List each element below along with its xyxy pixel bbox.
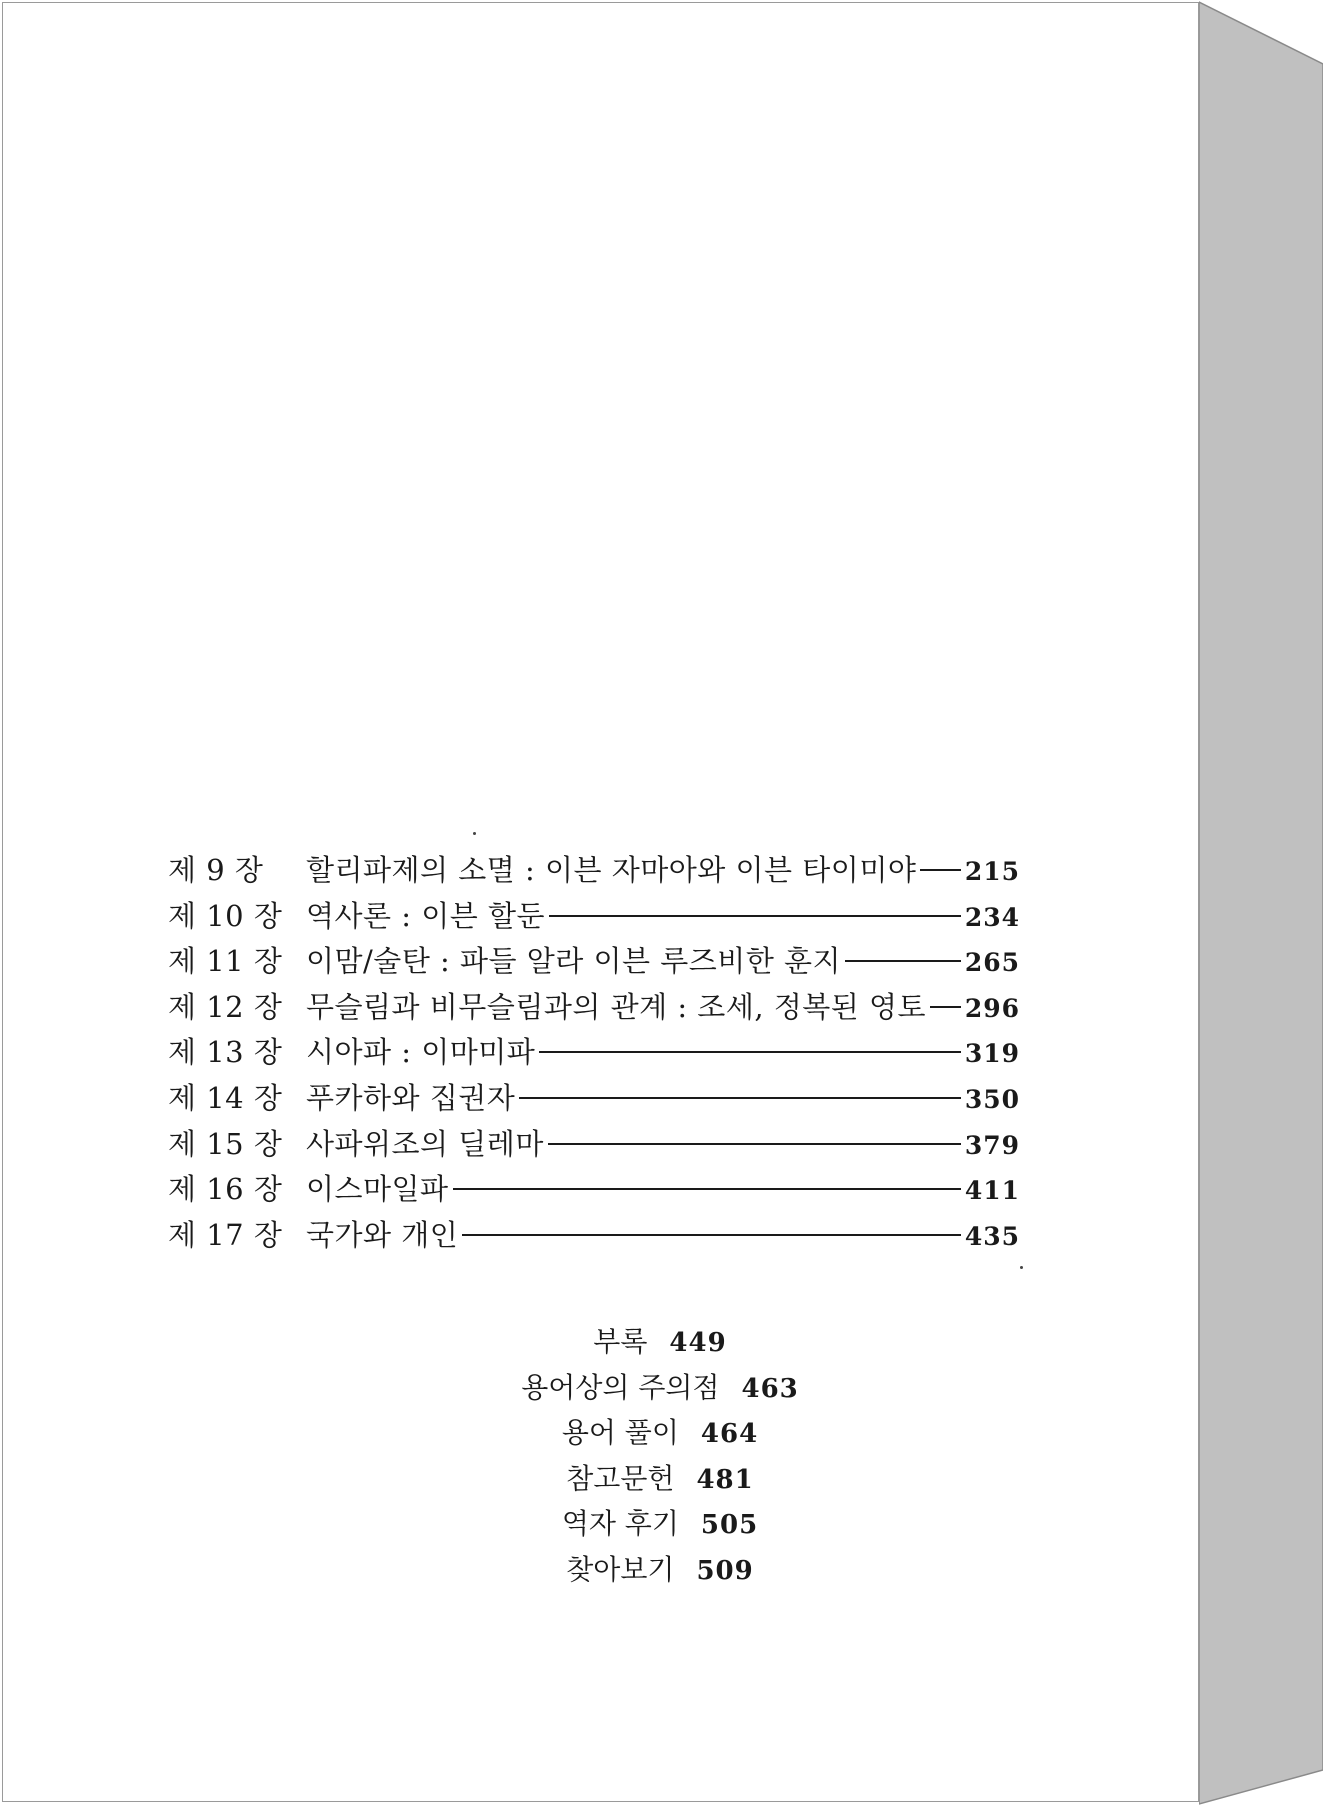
leader-line xyxy=(549,915,961,917)
toc-entry-10[interactable] xyxy=(168,894,1020,940)
page-number: 449 xyxy=(669,1328,727,1358)
back-matter-label: 찾아보기 xyxy=(566,1552,675,1586)
page-number: 215 xyxy=(964,857,1020,886)
toc-entry-12[interactable] xyxy=(168,985,1020,1031)
toc-entry-14[interactable] xyxy=(168,1076,1020,1122)
page-number: 509 xyxy=(696,1555,754,1586)
back-matter-item[interactable] xyxy=(360,1320,960,1366)
chapter-title: 푸카하와 집권자 xyxy=(306,1080,516,1115)
back-matter-label: 역자 후기 xyxy=(561,1507,679,1541)
toc-entry-15[interactable] xyxy=(168,1122,1020,1168)
chapter-number: 제 16 장 xyxy=(168,1172,283,1207)
toc-entry-11[interactable] xyxy=(168,939,1020,985)
back-matter-item[interactable] xyxy=(360,1366,960,1412)
page-number: 265 xyxy=(964,948,1020,978)
toc-entry-16[interactable] xyxy=(168,1167,1020,1213)
toc-entry-17[interactable] xyxy=(168,1213,1020,1259)
page-number: 481 xyxy=(696,1464,754,1495)
chapter-number: 제 12 장 xyxy=(168,989,283,1024)
chapter-number: 제 14 장 xyxy=(168,1080,283,1115)
page-number: 411 xyxy=(964,1176,1020,1206)
leader-line xyxy=(519,1097,960,1099)
leader-line xyxy=(920,869,960,871)
leader-line xyxy=(548,1143,961,1145)
chapter-number: 제 10 장 xyxy=(168,898,283,933)
leader-line xyxy=(453,1188,961,1190)
back-matter-label: 참고문헌 xyxy=(566,1461,675,1495)
page-number: 379 xyxy=(964,1130,1020,1160)
book-spine xyxy=(1199,0,1323,1806)
chapter-number: 제 13 장 xyxy=(168,1035,283,1070)
chapter-number: 제 11 장 xyxy=(168,944,283,979)
chapter-number: 제 15 장 xyxy=(168,1126,283,1161)
chapter-title: 무슬림과 비무슬림과의 관계 : 조세, 정복된 영토 xyxy=(306,989,927,1024)
scan-speck xyxy=(473,832,476,835)
chapter-title: 이스마일파 xyxy=(306,1172,449,1207)
leader-line xyxy=(539,1051,961,1053)
page-number: 505 xyxy=(700,1510,759,1541)
toc-entry-9[interactable] xyxy=(168,848,1020,894)
chapter-number: 제 17 장 xyxy=(168,1217,283,1252)
leader-line xyxy=(845,960,961,962)
back-matter-label: 용어상의 주의점 xyxy=(521,1370,720,1404)
back-matter-item[interactable] xyxy=(360,1548,960,1594)
page-number: 296 xyxy=(964,993,1020,1023)
page-number: 435 xyxy=(964,1221,1020,1251)
chapter-title: 사파위조의 딜레마 xyxy=(306,1126,544,1161)
back-matter-label: 용어 풀이 xyxy=(561,1416,679,1450)
toc-entry-13[interactable] xyxy=(168,1030,1020,1076)
chapter-title: 할리파제의 소멸 : 이븐 자마아와 이븐 타이미야 xyxy=(306,853,917,887)
back-matter-item[interactable] xyxy=(360,1502,960,1548)
leader-line xyxy=(462,1234,961,1236)
scan-speck xyxy=(1020,1266,1023,1269)
table-of-contents xyxy=(168,848,1020,1258)
chapter-title: 역사론 : 이븐 할둔 xyxy=(306,898,546,933)
page-number: 464 xyxy=(700,1419,759,1450)
back-matter-item[interactable] xyxy=(360,1457,960,1503)
chapter-title: 이맘/술탄 : 파들 알라 이븐 루즈비한 훈지 xyxy=(306,944,842,979)
back-matter-list xyxy=(360,1320,960,1594)
chapter-title: 시아파 : 이마미파 xyxy=(306,1035,536,1070)
chapter-title: 국가와 개인 xyxy=(306,1217,459,1252)
page-number: 463 xyxy=(741,1373,799,1404)
page-number: 319 xyxy=(964,1039,1020,1069)
back-matter-item[interactable] xyxy=(360,1411,960,1457)
page-number: 350 xyxy=(964,1084,1020,1114)
chapter-number: 제 9 장 xyxy=(168,853,264,887)
back-matter-label: 부록 xyxy=(593,1325,648,1358)
leader-line xyxy=(930,1006,961,1008)
page-number: 234 xyxy=(964,902,1020,932)
